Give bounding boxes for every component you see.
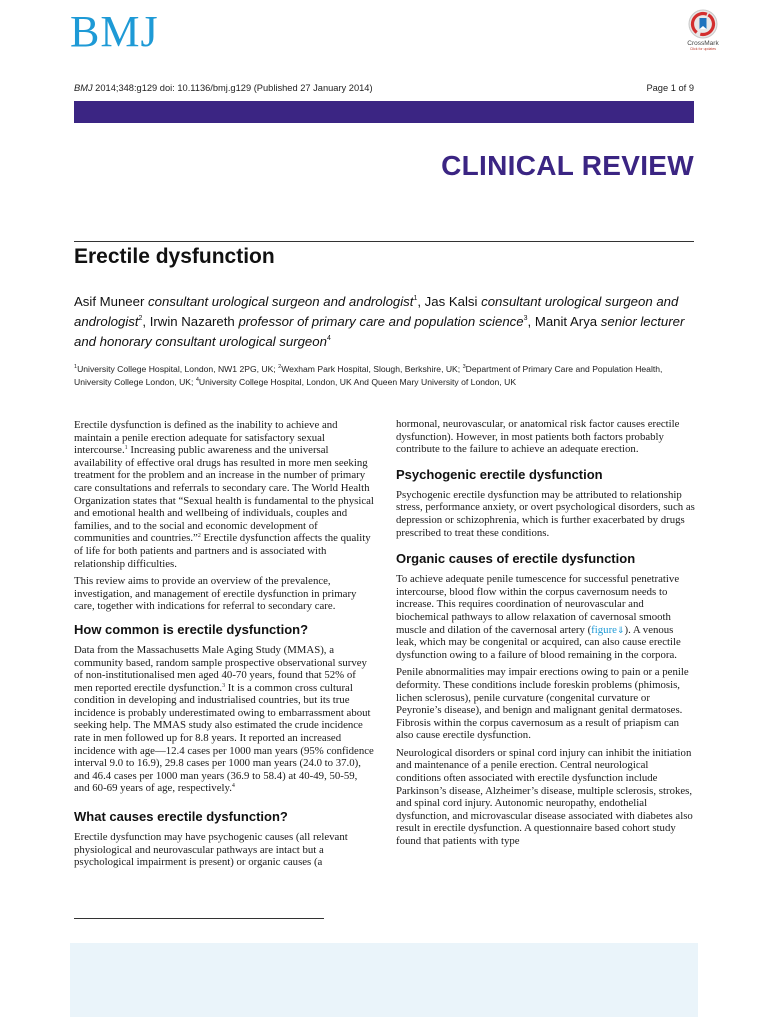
page-number: Page 1 of 9 bbox=[646, 83, 694, 93]
body-paragraph: hormonal, neurovascular, or anatomical risk factor causes erectile dysfunction). However, in most patients both factors probably contribute to the failure to achieve an adequate erection. bbox=[396, 418, 680, 456]
affiliation-text: Department of Primary Care and Population Health, University College London, UK; bbox=[74, 364, 663, 387]
body-paragraph bbox=[74, 419, 374, 570]
affiliation-sup: 4 bbox=[195, 377, 199, 383]
author-name: Jas Kalsi bbox=[424, 294, 482, 309]
reference-sup[interactable]: 1 bbox=[124, 445, 128, 452]
affiliation-sup: 1 bbox=[74, 364, 78, 370]
body-paragraph bbox=[396, 573, 696, 661]
author-role: consultant urological surgeon and andrologist bbox=[74, 294, 679, 329]
paragraph-text: Data from the Massachusetts Male Aging Study (MMAS), a community based, random sample prospective observational survey of non-institutionalised men aged 40-70 years, found that 52% of men reported erectile dysfunction. bbox=[74, 643, 367, 694]
body-column-right bbox=[396, 418, 696, 853]
body-paragraph: Neurological disorders or spinal cord injury can inhibit the initiation and maintenance of a penile erection. Central neurological conditions often associated with erectile dysfunction include Parkinson’s disease, Alzheimer’s disease, multiple sclerosis, strokes, and spinal cord injury. Autonomic neuropathy, endothelial dysfunction, and microvascular disease associated with diabetes also result in erectile dysfunction. A questionnaire based cohort study found that patients with type bbox=[396, 746, 693, 848]
article-title: Erectile dysfunction bbox=[74, 245, 275, 268]
figure-link-icon[interactable]: ⇓ bbox=[616, 624, 625, 635]
paragraph-text: Erectile dysfunction is defined as the inability to achieve and maintain a penile erection adequate for satisfactory sexual intercourse. bbox=[74, 419, 338, 457]
paragraph-text: To achieve adequate penile tumescence for successful penetrative intercourse, blood flow within the corpus cavernosum needs to increase. This requires coordination of neurovascular and biochemical pathways to allow relaxation of cavernosal smooth muscle and dilation of the cavernosal artery ( bbox=[396, 573, 680, 636]
affiliation-text: University College Hospital, London, UK And Queen Mary University of London, UK bbox=[198, 377, 517, 387]
body-paragraph: Erectile dysfunction may have psychogenic causes (all relevant physiological and neurovascular pathways are intact but a psychological impairment is present) or organic causes (a bbox=[74, 831, 348, 869]
author-affiliation-sup: 3 bbox=[523, 315, 528, 322]
body-column-left bbox=[74, 419, 374, 874]
section-heading-psychogenic: Psychogenic erectile dysfunction bbox=[396, 466, 603, 482]
citation-details: 2014;348:g129 doi: 10.1136/bmj.g129 (Published 27 January 2014) bbox=[92, 83, 373, 93]
author-role: professor of primary care and population science bbox=[238, 314, 524, 329]
author-separator: , bbox=[142, 314, 150, 329]
author-separator: , bbox=[417, 294, 425, 309]
body-paragraph bbox=[74, 644, 374, 795]
crossmark-badge[interactable] bbox=[681, 8, 725, 60]
section-title: CLINICAL REVIEW bbox=[441, 150, 694, 181]
author-name: Irwin Nazareth bbox=[149, 314, 239, 329]
affiliation-sup: 2 bbox=[278, 364, 282, 370]
section-heading-causes: What causes erectile dysfunction? bbox=[74, 809, 288, 825]
bottom-info-box bbox=[70, 943, 698, 1017]
bmj-logo[interactable]: BMJ bbox=[70, 7, 159, 56]
author-affiliation-sup: 4 bbox=[326, 335, 331, 342]
author-list bbox=[74, 292, 698, 352]
figure-link[interactable]: figure bbox=[591, 623, 617, 636]
body-paragraph: This review aims to provide an overview of the prevalence, investigation, and management of erectile dysfunction in primary care, together with indications for referral to secondary care. bbox=[74, 575, 357, 613]
affiliation-text: Wexham Park Hospital, Slough, Berkshire, UK; bbox=[281, 364, 463, 374]
paragraph-text: Increasing public awareness and the universal availability of effective oral drugs has resulted in more men seeking treatment for the problem and an increase in the number of primary care consultations and referrals to secondary care. The World Health Organization states that “Sexual health is fundamental to the physical and emotional health and wellbeing of individuals, couples and families, and to the social and economic development of communities and countries.” bbox=[74, 444, 374, 545]
footnote-rule bbox=[74, 918, 324, 919]
header-band bbox=[74, 101, 694, 123]
author-separator: , bbox=[527, 314, 535, 329]
affiliation-sup: 3 bbox=[462, 364, 466, 370]
citation-journal: BMJ bbox=[74, 83, 93, 93]
author-role: senior lecturer and honorary consultant urological surgeon bbox=[74, 314, 685, 349]
paragraph-text: It is a common cross cultural condition in developing and industrialised countries, but its true incidence is probably underestimated owing to embarrassment about seeking help. The MMAS study also estimated the crude incidence rate in men followed up for 8.8 years. It reported an increased incidence with age—12.4 cases per 1000 man years (95% confidence interval 9.0 to 16.9), 29.8 cases per 1000 man years (24.0 to 37.0), and 46.4 cases per 1000 man years (36.9 to 58.4) at 40-49, 50-59, and 60-69 years of age, respectively. bbox=[74, 681, 374, 795]
affiliation-text: University College Hospital, London, NW1 2PG, UK; bbox=[77, 364, 279, 374]
crossmark-label: CrossMark bbox=[687, 40, 719, 47]
citation-line bbox=[74, 83, 373, 93]
author-role: consultant urological surgeon and andrologist bbox=[148, 294, 414, 309]
reference-sup[interactable]: 2 bbox=[197, 533, 201, 540]
crossmark-sublabel: Click for updates bbox=[689, 46, 717, 51]
crossmark-icon bbox=[687, 8, 719, 40]
body-paragraph: Psychogenic erectile dysfunction may be attributed to relationship stress, performance anxiety, or overt psychological disorders, such as depression or schizophrenia, which is further exacerbated by drugs prescribed to treat these conditions. bbox=[396, 488, 695, 539]
author-name: Manit Arya bbox=[534, 314, 601, 329]
title-rule bbox=[74, 241, 694, 242]
reference-sup[interactable]: 4 bbox=[231, 783, 235, 790]
paragraph-text: ). A venous leak, which may be congenital or acquired, can also cause erectile dysfunction owing to a failure of blood remaining in the corpora. bbox=[396, 623, 681, 661]
section-heading-prevalence: How common is erectile dysfunction? bbox=[74, 621, 309, 637]
body-paragraph: Penile abnormalities may impair erections owing to pain or a penile deformity. These conditions include foreskin problems (phimosis, lichen sclerosus), penile curvature (congenital curvature or Peyronie’s disease), and benign and malignant genital dermatoses. Fibrosis within the corpus cavernosum as a result of priapism can also cause erectile dysfunction. bbox=[396, 666, 689, 742]
affiliation-list bbox=[74, 363, 698, 389]
author-name: Asif Muneer bbox=[74, 294, 149, 309]
paragraph-text: Erectile dysfunction affects the quality of life for both patients and partners and is associated with relationship difficulties. bbox=[74, 532, 371, 570]
reference-sup[interactable]: 3 bbox=[222, 682, 226, 689]
section-heading-organic: Organic causes of erectile dysfunction bbox=[396, 551, 636, 567]
author-affiliation-sup: 2 bbox=[138, 315, 143, 322]
author-affiliation-sup: 1 bbox=[413, 295, 418, 302]
